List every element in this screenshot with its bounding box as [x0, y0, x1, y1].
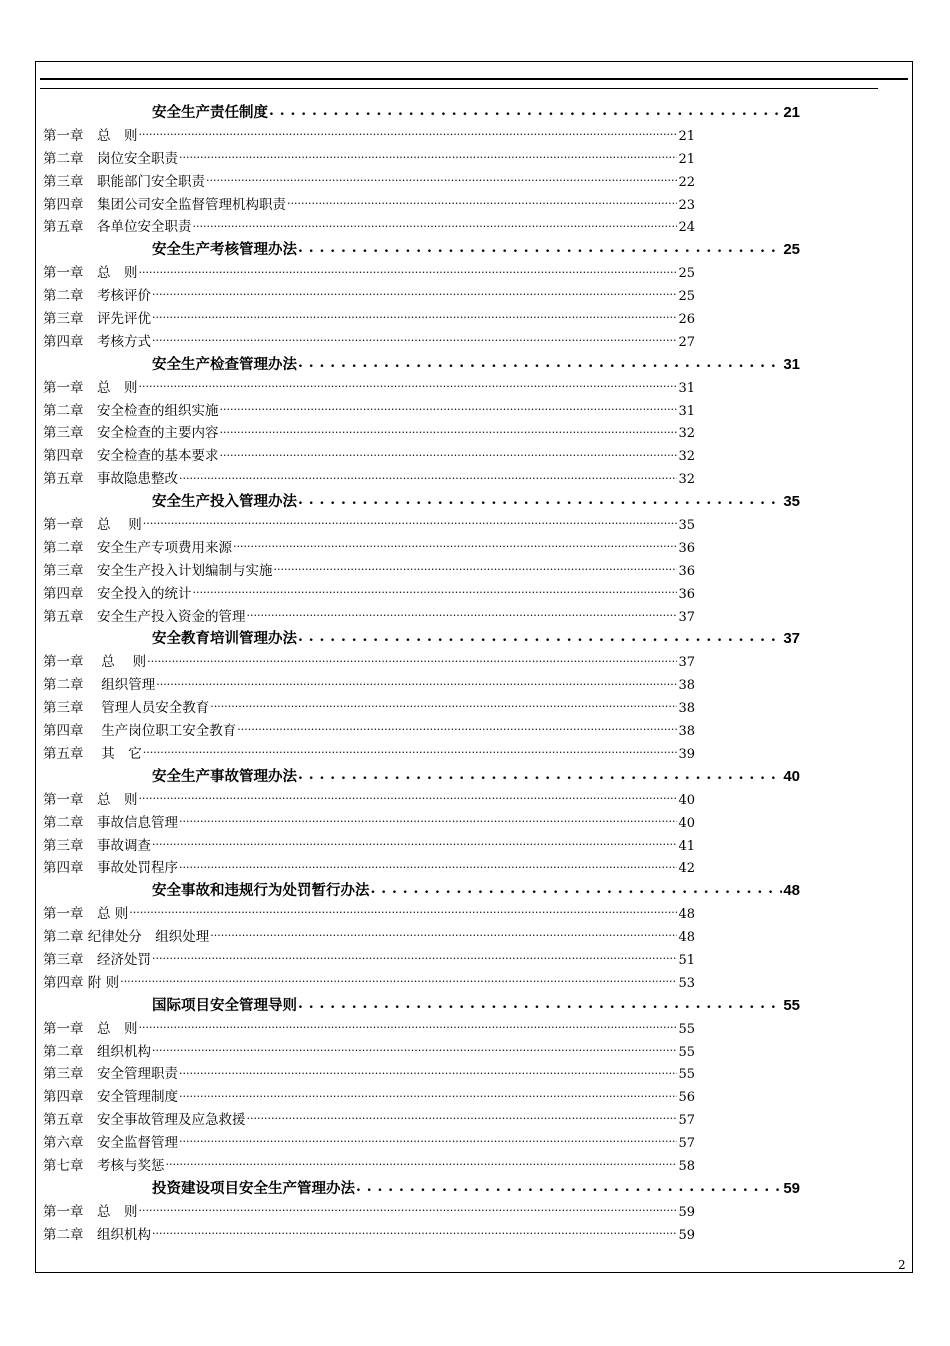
toc-leader-dots — [152, 954, 677, 968]
toc-leader-dots — [298, 495, 782, 510]
toc-chapter-entry[interactable] — [43, 308, 695, 331]
toc-entry-page: 48 — [678, 907, 695, 923]
toc-entry-title: 第四章 安全检查的基本要求 — [43, 448, 219, 465]
toc-entry-page: 55 — [783, 996, 800, 1014]
toc-leader-dots — [247, 610, 678, 624]
toc-entry-title: 安全生产投入管理办法 — [152, 493, 297, 511]
toc-entry-page: 36 — [678, 540, 695, 556]
toc-entry-title: 第四章 安全投入的统计 — [43, 585, 192, 602]
toc-leader-dots — [152, 839, 677, 853]
toc-leader-dots — [356, 1182, 782, 1197]
toc-entry-title: 第一章 总 则 — [43, 1203, 138, 1220]
toc-entry-page: 39 — [678, 746, 695, 762]
toc-entry-page: 38 — [678, 701, 695, 717]
toc-leader-dots — [193, 587, 678, 601]
toc-entry-title: 安全生产责任制度 — [152, 104, 268, 121]
toc-entry-title: 第四章 考核方式 — [43, 333, 151, 350]
toc-entry-page: 32 — [678, 472, 695, 488]
toc-chapter-entry[interactable] — [43, 857, 695, 880]
toc-entry-page: 37 — [783, 630, 800, 648]
toc-entry-page: 36 — [678, 586, 695, 602]
toc-entry-page: 42 — [678, 861, 695, 877]
toc-leader-dots — [210, 702, 677, 716]
toc-entry-page: 21 — [783, 104, 800, 121]
page-number: 2 — [898, 1258, 906, 1272]
table-of-contents — [43, 102, 803, 1247]
toc-chapter-entry[interactable] — [43, 514, 695, 537]
toc-leader-dots — [298, 999, 782, 1014]
toc-leader-dots — [152, 1228, 677, 1242]
toc-entry-page: 56 — [678, 1090, 695, 1106]
toc-chapter-entry[interactable] — [43, 651, 695, 674]
toc-entry-title: 第六章 安全监督管理 — [43, 1135, 178, 1152]
toc-entry-page: 21 — [678, 151, 695, 167]
toc-entry-page: 24 — [678, 220, 695, 236]
toc-leader-dots — [210, 931, 677, 945]
toc-entry-title: 第一章 总 则 — [43, 654, 147, 671]
toc-entry-page: 55 — [678, 1067, 695, 1083]
toc-entry-title: 第五章 事故隐患整改 — [43, 471, 178, 488]
toc-leader-dots — [143, 748, 678, 762]
toc-chapter-entry[interactable] — [43, 583, 695, 606]
toc-leader-dots — [152, 336, 677, 350]
toc-entry-title: 第七章 考核与奖惩 — [43, 1157, 165, 1174]
toc-chapter-entry[interactable] — [43, 445, 695, 468]
toc-leader-dots — [143, 519, 678, 533]
toc-entry-page: 48 — [783, 882, 800, 900]
toc-leader-dots — [287, 198, 677, 212]
toc-entry-page: 26 — [678, 312, 695, 328]
toc-chapter-entry[interactable] — [43, 171, 695, 194]
toc-chapter-entry[interactable] — [43, 400, 695, 423]
toc-leader-dots — [139, 267, 678, 281]
toc-entry-title: 第四章 生产岗位职工安全教育 — [43, 723, 237, 740]
toc-leader-dots — [120, 977, 677, 991]
toc-chapter-entry[interactable] — [43, 720, 695, 743]
toc-entry-page: 59 — [678, 1227, 695, 1243]
toc-entry-title: 第五章 安全事故管理及应急救援 — [43, 1112, 246, 1129]
toc-leader-dots — [152, 1045, 677, 1059]
toc-entry-title: 第五章 安全生产投入资金的管理 — [43, 608, 246, 625]
toc-entry-title: 第一章 总 则 — [43, 379, 138, 396]
toc-leader-dots — [220, 427, 678, 441]
toc-entry-title: 第二章 岗位安全职责 — [43, 150, 178, 167]
toc-entry-title: 第二章 组织机构 — [43, 1226, 151, 1243]
toc-chapter-entry[interactable] — [43, 1132, 695, 1155]
toc-leader-dots — [179, 152, 677, 166]
toc-entry-page: 55 — [678, 1021, 695, 1037]
toc-entry-page: 32 — [678, 426, 695, 442]
toc-chapter-entry[interactable] — [43, 903, 695, 926]
toc-leader-dots — [298, 244, 782, 259]
toc-leader-dots — [179, 1137, 677, 1151]
toc-entry-title: 第二章 纪律处分 组织处理 — [43, 929, 210, 946]
header-rule-thick — [40, 78, 908, 80]
toc-leader-dots — [179, 862, 677, 876]
toc-entry-title: 第三章 安全检查的主要内容 — [43, 425, 219, 442]
toc-entry-page: 58 — [678, 1158, 695, 1174]
toc-chapter-entry[interactable] — [43, 1063, 695, 1086]
toc-chapter-entry[interactable] — [43, 148, 695, 171]
toc-chapter-entry[interactable] — [43, 674, 695, 697]
toc-leader-dots — [139, 381, 678, 395]
toc-entry-page: 40 — [678, 815, 695, 831]
toc-entry-title: 第四章 安全管理制度 — [43, 1089, 178, 1106]
toc-entry-page: 57 — [678, 1136, 695, 1152]
toc-entry-page: 35 — [783, 493, 800, 511]
toc-leader-dots — [193, 221, 678, 235]
toc-entry-page: 55 — [678, 1044, 695, 1060]
toc-entry-page: 32 — [678, 449, 695, 465]
toc-entry-title: 安全生产事故管理办法 — [152, 767, 297, 785]
toc-leader-dots — [152, 290, 677, 304]
toc-entry-page: 35 — [678, 518, 695, 534]
toc-section-entry[interactable] — [43, 766, 803, 789]
toc-leader-dots — [269, 106, 782, 121]
toc-entry-page: 25 — [783, 241, 800, 259]
toc-chapter-entry[interactable] — [43, 743, 695, 766]
toc-entry-page: 25 — [678, 266, 695, 282]
toc-entry-page: 36 — [678, 563, 695, 579]
toc-leader-dots — [206, 175, 677, 189]
toc-section-entry[interactable] — [43, 239, 803, 262]
toc-leader-dots — [139, 130, 678, 144]
toc-entry-page: 38 — [678, 724, 695, 740]
toc-entry-title: 第三章 经济处罚 — [43, 951, 151, 968]
toc-leader-dots — [147, 656, 677, 670]
toc-entry-title: 第五章 各单位安全职责 — [43, 219, 192, 236]
toc-entry-page: 31 — [678, 403, 695, 419]
toc-leader-dots — [220, 404, 678, 418]
toc-entry-title: 第五章 其 它 — [43, 745, 142, 762]
toc-chapter-entry[interactable] — [43, 125, 695, 148]
toc-leader-dots — [274, 565, 678, 579]
toc-entry-page: 59 — [678, 1204, 695, 1220]
toc-entry-page: 59 — [783, 1179, 800, 1197]
toc-entry-page: 53 — [678, 975, 695, 991]
toc-entry-title: 第四章 事故处罚程序 — [43, 860, 178, 877]
toc-chapter-entry[interactable] — [43, 285, 695, 308]
toc-leader-dots — [371, 884, 783, 899]
toc-entry-page: 23 — [678, 197, 695, 213]
toc-leader-dots — [179, 1068, 677, 1082]
toc-entry-title: 第一章 总 则 — [43, 1020, 138, 1037]
toc-chapter-entry[interactable] — [43, 537, 695, 560]
toc-entry-page: 51 — [678, 952, 695, 968]
toc-leader-dots — [298, 633, 782, 648]
toc-section-entry[interactable] — [43, 102, 803, 125]
toc-chapter-entry[interactable] — [43, 926, 695, 949]
toc-chapter-entry[interactable] — [43, 216, 695, 239]
toc-chapter-entry[interactable] — [43, 949, 695, 972]
toc-entry-title: 第三章 安全管理职责 — [43, 1066, 178, 1083]
toc-entry-title: 第二章 安全生产专项费用来源 — [43, 539, 232, 556]
toc-chapter-entry[interactable] — [43, 697, 695, 720]
toc-chapter-entry[interactable] — [43, 422, 695, 445]
toc-leader-dots — [179, 1091, 677, 1105]
toc-leader-dots — [139, 793, 678, 807]
toc-chapter-entry[interactable] — [43, 812, 695, 835]
toc-entry-title: 第二章 事故信息管理 — [43, 814, 178, 831]
toc-entry-title: 投资建设项目安全生产管理办法 — [152, 1179, 355, 1197]
toc-entry-page: 27 — [678, 334, 695, 350]
toc-section-entry[interactable] — [43, 354, 803, 377]
toc-chapter-entry[interactable] — [43, 1018, 695, 1041]
toc-entry-page: 37 — [678, 609, 695, 625]
toc-leader-dots — [166, 1160, 678, 1174]
toc-entry-title: 第二章 考核评价 — [43, 288, 151, 305]
toc-entry-page: 38 — [678, 678, 695, 694]
toc-entry-title: 第三章 管理人员安全教育 — [43, 700, 210, 717]
toc-entry-page: 41 — [678, 838, 695, 854]
toc-entry-title: 第一章 总 则 — [43, 127, 138, 144]
toc-chapter-entry[interactable] — [43, 789, 695, 812]
toc-entry-title: 第三章 安全生产投入计划编制与实施 — [43, 562, 273, 579]
toc-entry-title: 安全生产考核管理办法 — [152, 241, 297, 259]
toc-entry-page: 40 — [783, 767, 800, 785]
toc-chapter-entry[interactable] — [43, 1109, 695, 1132]
toc-entry-title: 第四章 附 则 — [43, 974, 120, 991]
toc-leader-dots — [233, 542, 677, 556]
header-rule-thin — [40, 88, 878, 89]
toc-section-entry[interactable] — [43, 880, 803, 903]
toc-chapter-entry[interactable] — [43, 606, 695, 629]
toc-leader-dots — [298, 770, 782, 785]
toc-chapter-entry[interactable] — [43, 1224, 695, 1247]
toc-entry-page: 57 — [678, 1113, 695, 1129]
toc-leader-dots — [156, 679, 677, 693]
toc-entry-title: 第一章 总 则 — [43, 791, 138, 808]
toc-leader-dots — [220, 450, 678, 464]
toc-entry-title: 第一章 总 则 — [43, 265, 138, 282]
toc-entry-title: 安全生产检查管理办法 — [152, 355, 297, 373]
toc-chapter-entry[interactable] — [43, 331, 695, 354]
toc-entry-page: 25 — [678, 289, 695, 305]
toc-entry-title: 国际项目安全管理导则 — [152, 996, 297, 1014]
toc-chapter-entry[interactable] — [43, 1086, 695, 1109]
toc-entry-title: 第一章 总 则 — [43, 906, 129, 923]
toc-section-entry[interactable] — [43, 1178, 803, 1201]
toc-section-entry[interactable] — [43, 491, 803, 514]
toc-entry-page: 40 — [678, 792, 695, 808]
toc-entry-title: 第四章 集团公司安全监督管理机构职责 — [43, 196, 286, 213]
toc-leader-dots — [179, 816, 677, 830]
toc-entry-title: 第二章 安全检查的组织实施 — [43, 402, 219, 419]
toc-chapter-entry[interactable] — [43, 1155, 695, 1178]
toc-entry-title: 第二章 组织机构 — [43, 1043, 151, 1060]
toc-leader-dots — [139, 1022, 678, 1036]
toc-entry-page: 31 — [678, 380, 695, 396]
toc-entry-title: 第一章 总 则 — [43, 517, 142, 534]
toc-chapter-entry[interactable] — [43, 972, 695, 995]
toc-section-entry[interactable] — [43, 995, 803, 1018]
toc-chapter-entry[interactable] — [43, 194, 695, 217]
toc-chapter-entry[interactable] — [43, 835, 695, 858]
toc-leader-dots — [179, 473, 677, 487]
toc-chapter-entry[interactable] — [43, 262, 695, 285]
toc-entry-page: 21 — [678, 128, 695, 144]
toc-chapter-entry[interactable] — [43, 1041, 695, 1064]
toc-entry-page: 48 — [678, 930, 695, 946]
toc-leader-dots — [298, 358, 782, 373]
toc-leader-dots — [237, 725, 677, 739]
toc-entry-title: 第三章 职能部门安全职责 — [43, 173, 205, 190]
toc-entry-title: 安全教育培训管理办法 — [152, 630, 297, 648]
toc-entry-title: 第三章 评先评优 — [43, 311, 151, 328]
toc-entry-title: 第二章 组织管理 — [43, 677, 156, 694]
toc-entry-page: 22 — [678, 174, 695, 190]
toc-leader-dots — [129, 908, 677, 922]
toc-chapter-entry[interactable] — [43, 560, 695, 583]
toc-chapter-entry[interactable] — [43, 1201, 695, 1224]
toc-entry-page: 37 — [678, 655, 695, 671]
toc-chapter-entry[interactable] — [43, 468, 695, 491]
toc-leader-dots — [247, 1114, 678, 1128]
toc-leader-dots — [139, 1205, 678, 1219]
toc-chapter-entry[interactable] — [43, 377, 695, 400]
toc-entry-title: 第三章 事故调查 — [43, 837, 151, 854]
toc-leader-dots — [152, 313, 677, 327]
toc-entry-page: 31 — [783, 355, 800, 373]
toc-section-entry[interactable] — [43, 628, 803, 651]
toc-entry-title: 安全事故和违规行为处罚暂行办法 — [152, 882, 370, 900]
